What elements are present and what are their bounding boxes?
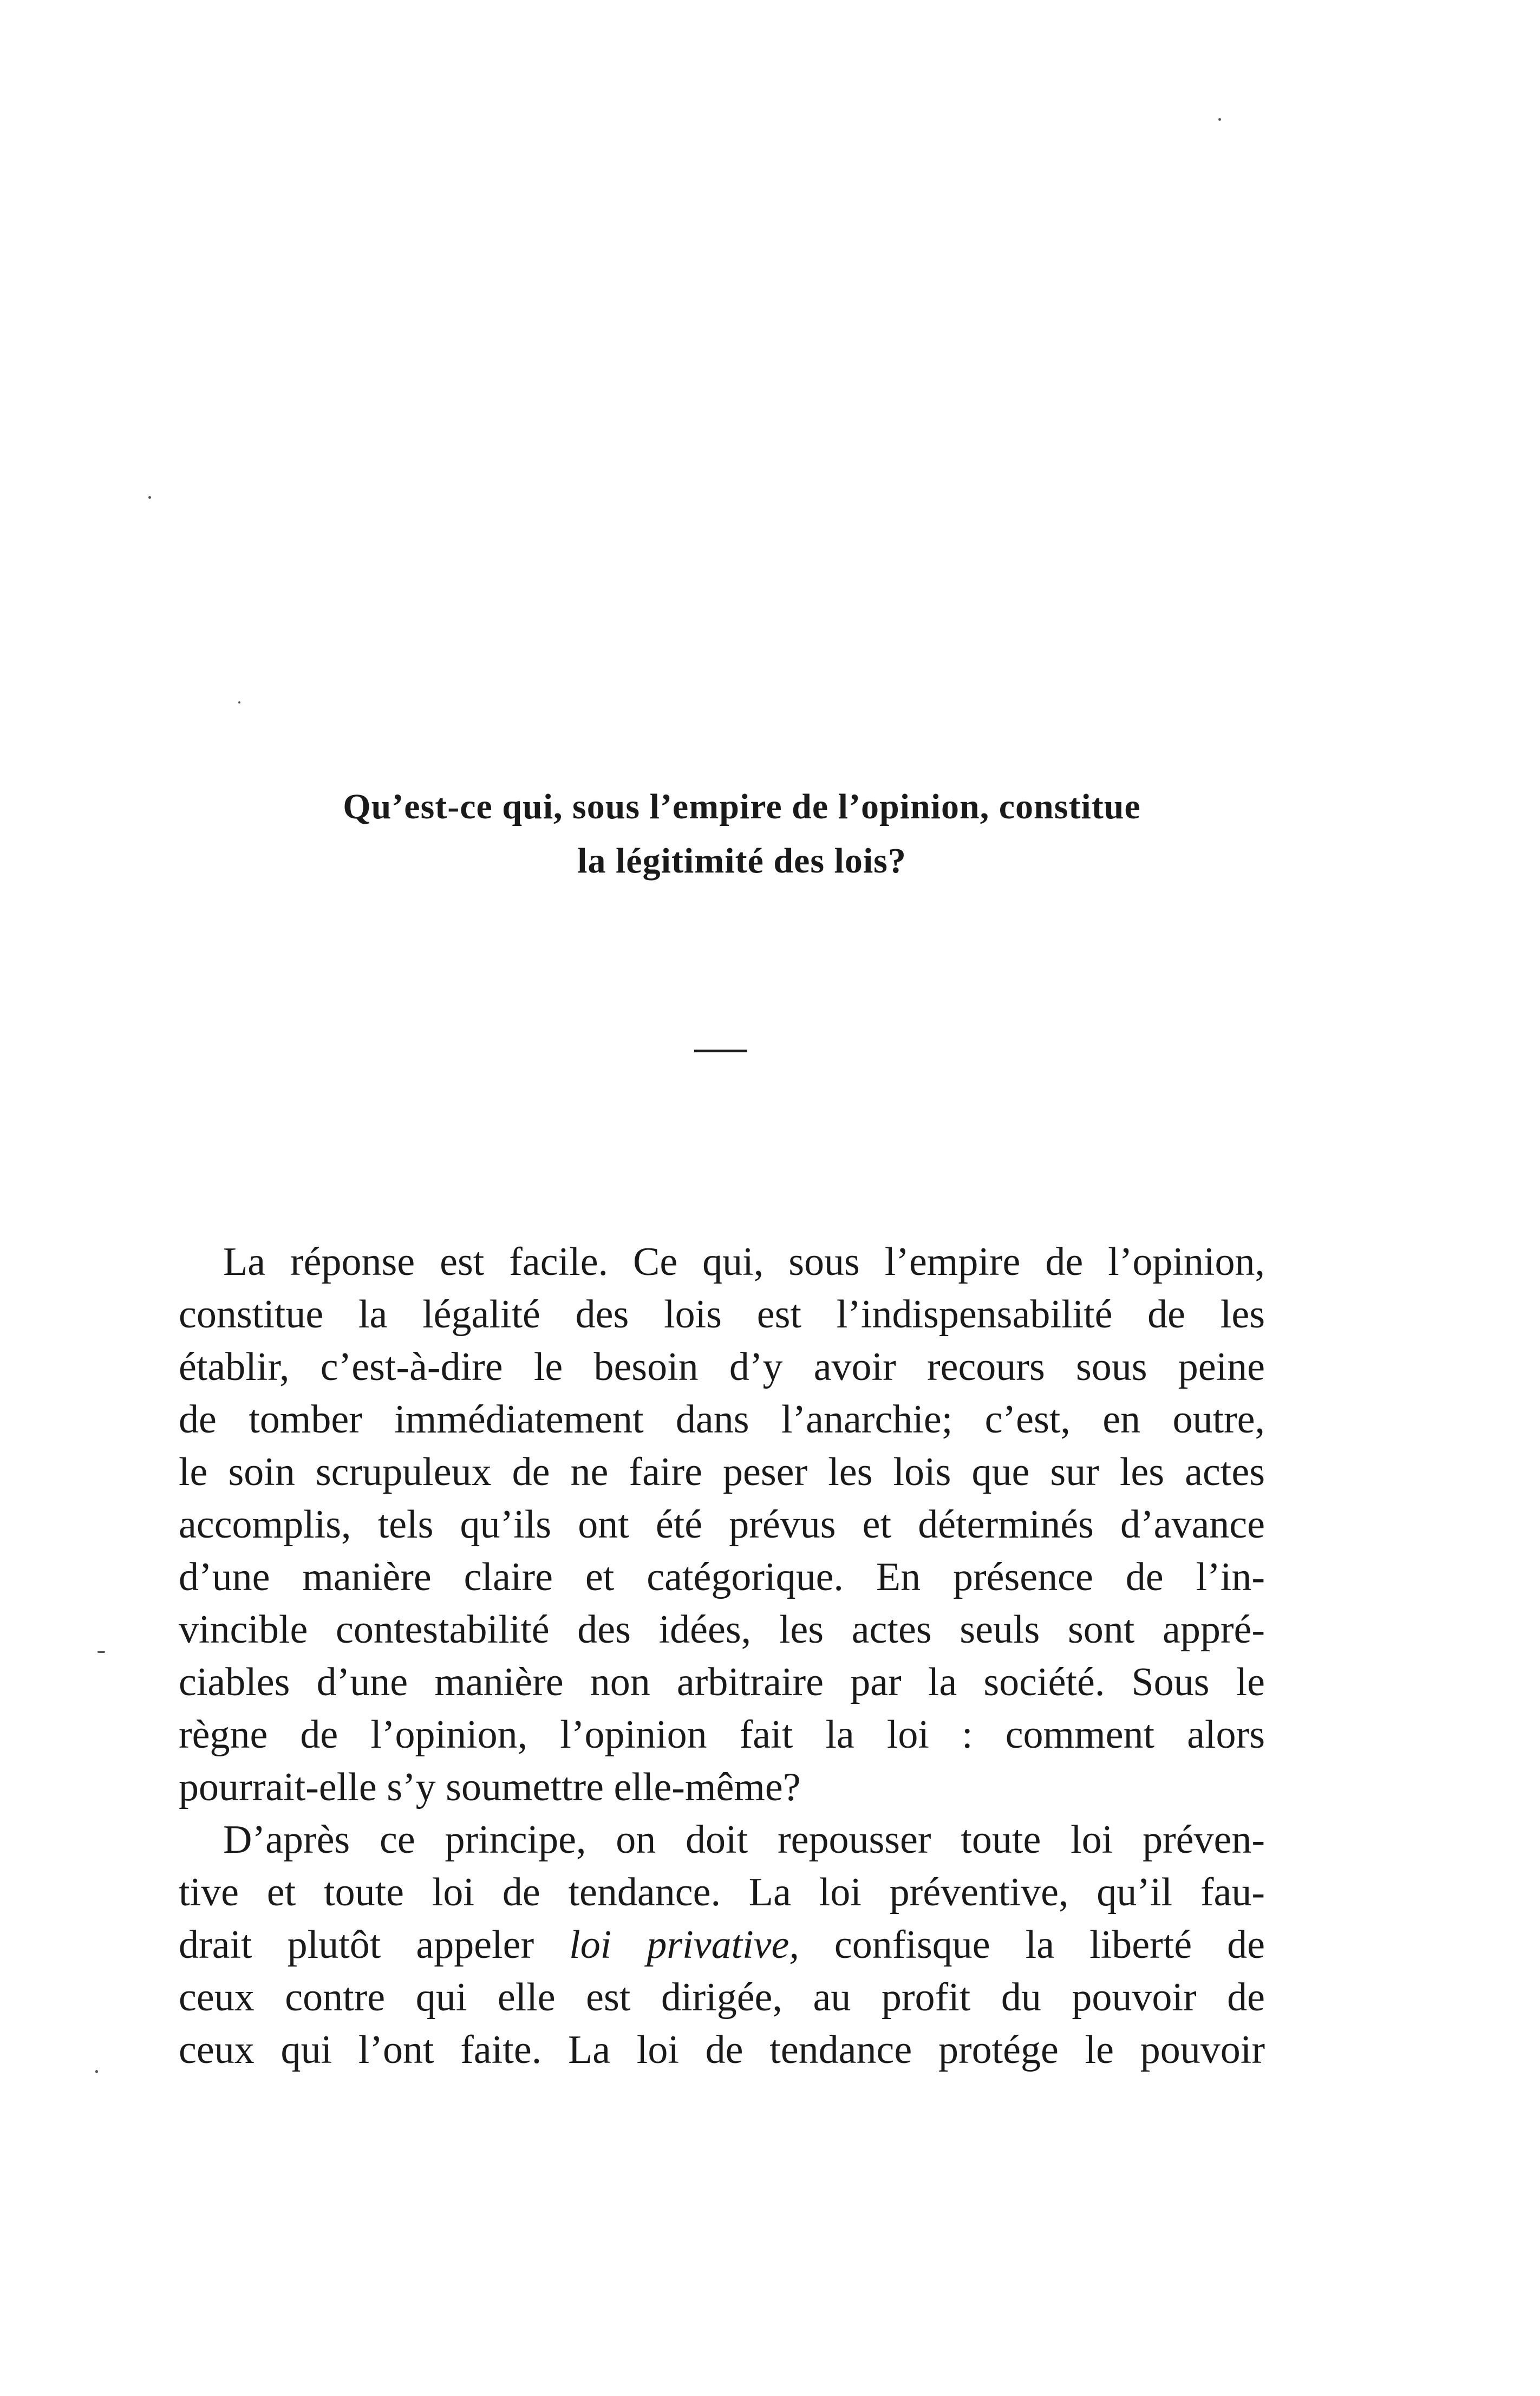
- text-line: vincible contestabilité des idées, les actes seuls sont appré-: [179, 1607, 1265, 1652]
- paper-speck: [1218, 118, 1221, 121]
- text-line: La réponse est facile. Ce qui, sous l’empire de l’opinion,: [223, 1240, 1265, 1284]
- paper-speck: [238, 701, 240, 704]
- text-line: D’après ce principe, on doit repousser toute loi préven-: [223, 1818, 1265, 1862]
- text-line: pourrait-elle s’y soumettre elle-même?: [179, 1765, 801, 1809]
- text-line: accomplis, tels qu’ils ont été prévus et déterminés d’avance: [179, 1502, 1265, 1547]
- paper-speck: [148, 496, 151, 499]
- text-line: de tomber immédiatement dans l’anarchie; c’est, en outre,: [179, 1397, 1265, 1442]
- chapter-heading-line-2: la légitimité des lois?: [577, 841, 906, 881]
- text-line-mixed: [179, 1919, 1265, 1971]
- paragraph-1: [179, 1236, 1265, 1814]
- text-line: établir, c’est-à-dire le besoin d’y avoir recours sous peine: [179, 1345, 1265, 1389]
- text-line: tive et toute loi de tendance. La loi préventive, qu’il fau-: [179, 1870, 1265, 1915]
- chapter-heading-line-1: Qu’est-ce qui, sous l’empire de l’opinion, constitue: [343, 787, 1141, 826]
- text-run: drait plutôt appeler: [179, 1923, 534, 1967]
- text-line: règne de l’opinion, l’opinion fait la loi : comment alors: [179, 1713, 1265, 1757]
- text-line: ciables d’une manière non arbitraire par la société. Sous le: [179, 1660, 1265, 1704]
- section-divider: [694, 1050, 747, 1052]
- chapter-heading: [162, 780, 1321, 888]
- text-line: le soin scrupuleux de ne faire peser les lois que sur les actes: [179, 1450, 1265, 1494]
- paragraph-2: [179, 1814, 1265, 2076]
- body-text: [179, 1236, 1265, 2076]
- paper-speck: [97, 1651, 105, 1653]
- italic-term: loi privative,: [569, 1923, 799, 1967]
- text-line: ceux qui l’ont faite. La loi de tendance protége le pouvoir: [179, 2028, 1265, 2072]
- text-run: confisque la liberté de: [834, 1923, 1265, 1967]
- paper-speck: [95, 2070, 98, 2073]
- text-line: ceux contre qui elle est dirigée, au profit du pouvoir de: [179, 1975, 1265, 2020]
- text-line: d’une manière claire et catégorique. En présence de l’in-: [179, 1555, 1265, 1599]
- text-line: constitue la légalité des lois est l’indispensabilité de les: [179, 1292, 1265, 1337]
